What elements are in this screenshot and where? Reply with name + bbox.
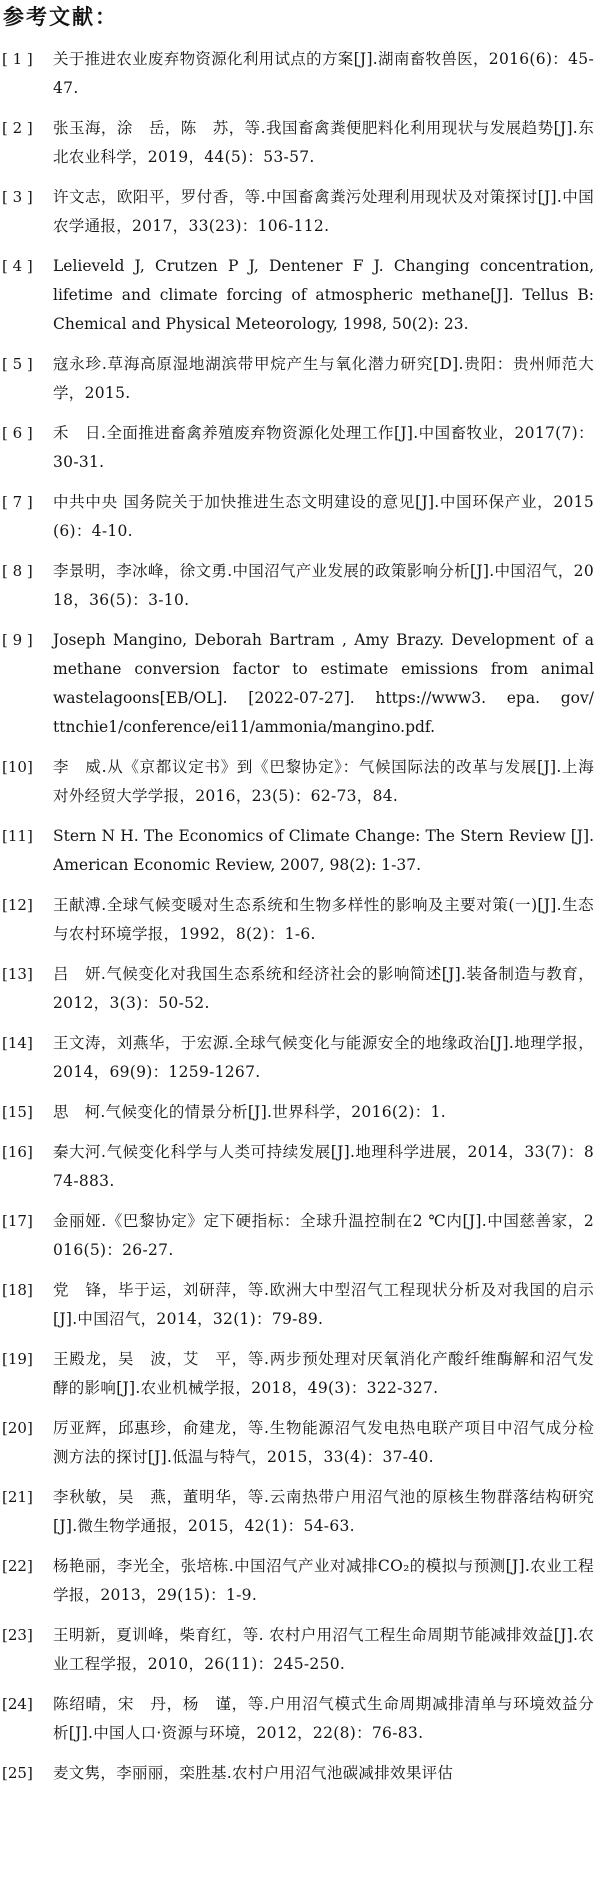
reference-text: 中共中央 国务院关于加快推进生态文明建设的意见[J].中国环保产业，2015(6)：4-10. — [53, 493, 594, 540]
reference-text: 杨艳丽，李光全，张培栋.中国沼气产业对减排CO₂的模拟与预测[J].农业工程学报，2013，29(15)：1-9. — [53, 1557, 594, 1604]
reference-item — [0, 252, 600, 339]
reference-text: 许文志，欧阳平，罗付香，等.中国畜禽粪污处理利用现状及对策探讨[J].中国农学通报，2017，33(23)：106-112. — [53, 188, 594, 235]
reference-number: [ 6 ] — [2, 424, 33, 442]
reference-number: [19] — [2, 1350, 33, 1368]
reference-item — [0, 1483, 600, 1541]
reference-list — [0, 45, 600, 1799]
reference-text: 王殿龙，吴 波，艾 平，等.两步预处理对厌氧消化产酸纤维酶解和沼气发酵的影响[J].农业机械学报，2018，49(3)：322-327. — [53, 1350, 594, 1397]
reference-text: 李秋敏，吴 燕，董明华，等.云南热带户用沼气池的原核生物群落结构研究[J].微生物学通报，2015，42(1)：54-63. — [53, 1488, 594, 1535]
reference-text: Lelieveld J, Crutzen P J, Dentener F J. Changing concentration, lifetime and climate forcing of atmospheric methane[J]. Tellus B: Chemical and Physical Meteorology, 1998, 50(2): 23. — [53, 257, 594, 333]
reference-text: 张玉海，涂 岳，陈 苏，等.我国畜禽粪便肥料化利用现状与发展趋势[J].东北农业科学，2019，44(5)：53-57. — [53, 119, 594, 166]
reference-text: Stern N H. The Economics of Climate Change: The Stern Review [J]. American Economic Review, 2007, 98(2): 1-37. — [53, 827, 594, 874]
reference-text: 吕 妍.气候变化对我国生态系统和经济社会的影响简述[J].装备制造与教育，2012，3(3)：50-52. — [53, 965, 594, 1012]
reference-number: [ 5 ] — [2, 355, 33, 373]
reference-number: [12] — [2, 896, 33, 914]
reference-number: [24] — [2, 1695, 33, 1713]
reference-text: Joseph Mangino, Deborah Bartram , Amy Brazy. Development of a methane conversion factor to estimate emissions from animal wastelagoons[EB/OL]. [2022-07-27]. https://www3. epa. gov/ ttnchie1/conference/ei11/ammonia/mangino.pdf. — [53, 631, 594, 736]
reference-text: 金丽娅.《巴黎协定》定下硬指标：全球升温控制在2 ℃内[J].中国慈善家，2016(5)：26-27. — [53, 1212, 594, 1259]
reference-text: 麦文隽，李丽丽，栾胜基.农村户用沼气池碳减排效果评估 — [53, 1764, 454, 1782]
reference-item — [0, 960, 600, 1018]
reference-item — [0, 350, 600, 408]
reference-text: 厉亚辉，邱惠珍，俞建龙，等.生物能源沼气发电热电联产项目中沼气成分检测方法的探讨[J].低温与特气，2015，33(4)：37-40. — [53, 1419, 594, 1466]
reference-text: 李景明，李冰峰，徐文勇.中国沼气产业发展的政策影响分析[J].中国沼气，2018，36(5)：3-10. — [53, 562, 594, 609]
reference-item — [0, 1690, 600, 1748]
reference-text: 思 柯.气候变化的情景分析[J].世界科学，2016(2)：1. — [53, 1103, 446, 1121]
reference-item — [0, 1138, 600, 1196]
reference-number: [13] — [2, 965, 33, 983]
reference-text: 王文涛，刘燕华，于宏源.全球气候变化与能源安全的地缘政治[J].地理学报，2014，69(9)：1259-1267. — [53, 1034, 594, 1081]
reference-number: [21] — [2, 1488, 33, 1506]
reference-item — [0, 419, 600, 477]
reference-number: [17] — [2, 1212, 33, 1230]
reference-text: 王明新，夏训峰，柴育红，等. 农村户用沼气工程生命周期节能减排效益[J].农业工程学报，2010，26(11)：245-250. — [53, 1626, 594, 1673]
reference-item — [0, 1029, 600, 1087]
reference-item — [0, 626, 600, 742]
reference-item — [0, 183, 600, 241]
reference-text: 秦大河.气候变化科学与人类可持续发展[J].地理科学进展，2014，33(7)：874-883. — [53, 1143, 594, 1190]
reference-number: [25] — [2, 1764, 33, 1782]
reference-number: [ 7 ] — [2, 493, 33, 511]
reference-item — [0, 557, 600, 615]
reference-text: 寇永珍.草海高原湿地湖滨带甲烷产生与氧化潜力研究[D].贵阳：贵州师范大学，2015. — [53, 355, 594, 402]
reference-text: 李 威.从《京都议定书》到《巴黎协定》：气候国际法的改革与发展[J].上海对外经贸大学学报，2016，23(5)：62-73，84. — [53, 758, 594, 805]
reference-number: [15] — [2, 1103, 33, 1121]
reference-number: [10] — [2, 758, 33, 776]
reference-number: [ 1 ] — [2, 50, 33, 68]
reference-item — [0, 1345, 600, 1403]
reference-number: [ 2 ] — [2, 119, 33, 137]
reference-number: [16] — [2, 1143, 33, 1161]
reference-item — [0, 488, 600, 546]
reference-number: [23] — [2, 1626, 33, 1644]
reference-item — [0, 1759, 600, 1788]
reference-number: [ 9 ] — [2, 631, 33, 649]
reference-number: [ 3 ] — [2, 188, 33, 206]
reference-item — [0, 1414, 600, 1472]
reference-item — [0, 1621, 600, 1679]
reference-number: [14] — [2, 1034, 33, 1052]
reference-item — [0, 1276, 600, 1334]
reference-number: [18] — [2, 1281, 33, 1299]
reference-number: [ 8 ] — [2, 562, 33, 580]
references-heading: 参考文献： — [3, 5, 118, 29]
reference-text: 党 锋，毕于运，刘研萍，等.欧洲大中型沼气工程现状分析及对我国的启示[J].中国沼气，2014，32(1)：79-89. — [53, 1281, 594, 1328]
reference-text: 关于推进农业废弃物资源化利用试点的方案[J].湖南畜牧兽医，2016(6)：45-47. — [53, 50, 594, 97]
reference-number: [22] — [2, 1557, 33, 1575]
reference-text: 王献溥.全球气候变暖对生态系统和生物多样性的影响及主要对策(一)[J].生态与农村环境学报，1992，8(2)：1-6. — [53, 896, 594, 943]
reference-number: [20] — [2, 1419, 33, 1437]
reference-number: [11] — [2, 827, 33, 845]
reference-item — [0, 1207, 600, 1265]
reference-item — [0, 45, 600, 103]
reference-item — [0, 822, 600, 880]
reference-item — [0, 753, 600, 811]
reference-item — [0, 891, 600, 949]
reference-text: 禾 日.全面推进畜禽养殖废弃物资源化处理工作[J].中国畜牧业，2017(7)：30-31. — [53, 424, 594, 471]
reference-item — [0, 1098, 600, 1127]
reference-number: [ 4 ] — [2, 257, 33, 275]
reference-text: 陈绍晴，宋 丹，杨 谨，等.户用沼气模式生命周期减排清单与环境效益分析[J].中国人口·资源与环境，2012，22(8)：76-83. — [53, 1695, 594, 1742]
reference-item — [0, 1552, 600, 1610]
reference-item — [0, 114, 600, 172]
